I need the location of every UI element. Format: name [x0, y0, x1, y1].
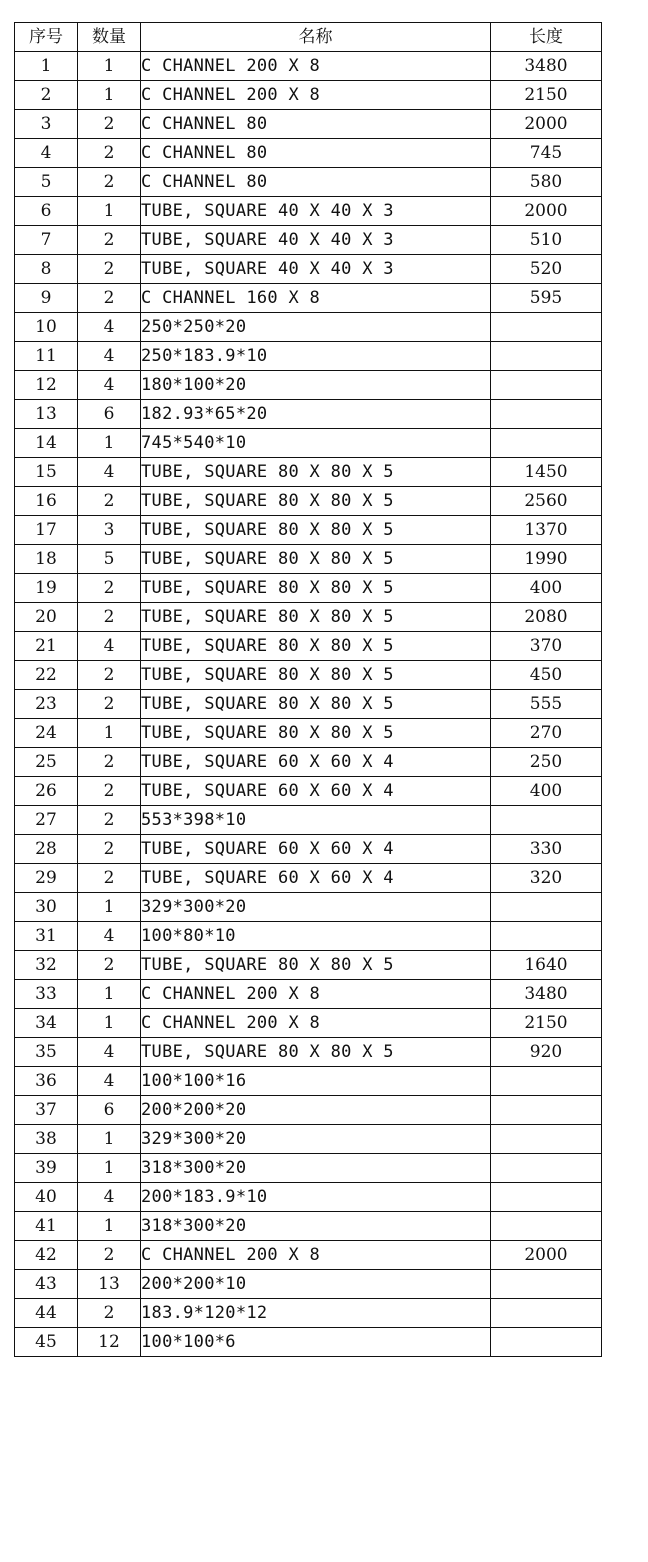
cell-length: 250	[491, 748, 602, 777]
cell-length	[491, 371, 602, 400]
cell-length: 1370	[491, 516, 602, 545]
cell-length: 2080	[491, 603, 602, 632]
table-row	[15, 922, 602, 951]
table-row	[15, 1067, 602, 1096]
cell-qty: 1	[78, 197, 141, 226]
table-row	[15, 1299, 602, 1328]
cell-length: 2150	[491, 81, 602, 110]
cell-no: 44	[15, 1299, 78, 1328]
cell-no: 1	[15, 52, 78, 81]
cell-no: 33	[15, 980, 78, 1009]
cell-qty: 1	[78, 52, 141, 81]
cell-name: TUBE, SQUARE 80 X 80 X 5	[141, 1038, 491, 1067]
cell-qty: 2	[78, 574, 141, 603]
header-length: 长度	[491, 23, 602, 52]
cell-no: 29	[15, 864, 78, 893]
cell-qty: 4	[78, 632, 141, 661]
table-row	[15, 313, 602, 342]
table-row	[15, 574, 602, 603]
table-row	[15, 777, 602, 806]
cell-name: TUBE, SQUARE 60 X 60 X 4	[141, 777, 491, 806]
cell-no: 41	[15, 1212, 78, 1241]
cell-qty: 4	[78, 922, 141, 951]
table-row	[15, 980, 602, 1009]
cell-qty: 4	[78, 371, 141, 400]
cell-length: 1640	[491, 951, 602, 980]
table-row	[15, 893, 602, 922]
cell-length: 330	[491, 835, 602, 864]
cell-length	[491, 313, 602, 342]
cell-qty: 2	[78, 951, 141, 980]
cell-qty: 12	[78, 1328, 141, 1357]
cell-qty: 2	[78, 661, 141, 690]
cell-length: 2000	[491, 110, 602, 139]
table-row	[15, 400, 602, 429]
cell-no: 45	[15, 1328, 78, 1357]
cell-length: 595	[491, 284, 602, 313]
table-row	[15, 719, 602, 748]
table-body	[15, 52, 602, 1357]
cell-no: 15	[15, 458, 78, 487]
cell-length: 1450	[491, 458, 602, 487]
cell-name: 329*300*20	[141, 1125, 491, 1154]
cell-name: TUBE, SQUARE 80 X 80 X 5	[141, 690, 491, 719]
table-row	[15, 487, 602, 516]
cell-qty: 2	[78, 690, 141, 719]
cell-name: C CHANNEL 200 X 8	[141, 81, 491, 110]
cell-no: 20	[15, 603, 78, 632]
cell-no: 12	[15, 371, 78, 400]
cell-name: 250*183.9*10	[141, 342, 491, 371]
cell-qty: 4	[78, 342, 141, 371]
cell-no: 11	[15, 342, 78, 371]
table-row	[15, 806, 602, 835]
cell-name: 329*300*20	[141, 893, 491, 922]
cell-qty: 1	[78, 893, 141, 922]
cell-qty: 2	[78, 139, 141, 168]
cell-qty: 4	[78, 313, 141, 342]
cell-qty: 1	[78, 1009, 141, 1038]
table-row	[15, 226, 602, 255]
cell-length	[491, 922, 602, 951]
cell-name: C CHANNEL 80	[141, 139, 491, 168]
cell-length: 2000	[491, 1241, 602, 1270]
cell-length	[491, 1212, 602, 1241]
table-row	[15, 951, 602, 980]
cell-no: 7	[15, 226, 78, 255]
cell-length	[491, 342, 602, 371]
cell-qty: 2	[78, 284, 141, 313]
table-row	[15, 110, 602, 139]
table-row	[15, 255, 602, 284]
table-row	[15, 168, 602, 197]
cell-length: 2560	[491, 487, 602, 516]
cell-length	[491, 1096, 602, 1125]
cell-no: 13	[15, 400, 78, 429]
cell-length	[491, 1183, 602, 1212]
cell-qty: 1	[78, 719, 141, 748]
cell-length: 1990	[491, 545, 602, 574]
cell-no: 21	[15, 632, 78, 661]
table-row	[15, 1270, 602, 1299]
cell-name: 200*200*20	[141, 1096, 491, 1125]
table-row	[15, 342, 602, 371]
table-row	[15, 429, 602, 458]
cell-qty: 2	[78, 168, 141, 197]
cell-name: 100*80*10	[141, 922, 491, 951]
cell-qty: 2	[78, 603, 141, 632]
cell-length: 2150	[491, 1009, 602, 1038]
cell-length: 920	[491, 1038, 602, 1067]
cell-no: 35	[15, 1038, 78, 1067]
cell-name: 318*300*20	[141, 1212, 491, 1241]
cell-name: 100*100*16	[141, 1067, 491, 1096]
cell-length: 400	[491, 574, 602, 603]
table-row	[15, 458, 602, 487]
table-row	[15, 1009, 602, 1038]
cell-name: 200*183.9*10	[141, 1183, 491, 1212]
cell-no: 26	[15, 777, 78, 806]
cell-no: 3	[15, 110, 78, 139]
cell-qty: 2	[78, 255, 141, 284]
cell-qty: 3	[78, 516, 141, 545]
cell-qty: 5	[78, 545, 141, 574]
cell-no: 42	[15, 1241, 78, 1270]
cell-qty: 1	[78, 81, 141, 110]
cell-no: 22	[15, 661, 78, 690]
cell-name: 100*100*6	[141, 1328, 491, 1357]
bom-table	[14, 22, 602, 1357]
cell-no: 19	[15, 574, 78, 603]
cell-no: 18	[15, 545, 78, 574]
cell-no: 9	[15, 284, 78, 313]
cell-name: C CHANNEL 200 X 8	[141, 1009, 491, 1038]
cell-qty: 2	[78, 1299, 141, 1328]
cell-length	[491, 429, 602, 458]
table-row	[15, 864, 602, 893]
cell-name: TUBE, SQUARE 60 X 60 X 4	[141, 864, 491, 893]
cell-no: 38	[15, 1125, 78, 1154]
cell-no: 31	[15, 922, 78, 951]
cell-qty: 4	[78, 1038, 141, 1067]
cell-length: 400	[491, 777, 602, 806]
table-row	[15, 1096, 602, 1125]
cell-no: 43	[15, 1270, 78, 1299]
cell-no: 14	[15, 429, 78, 458]
cell-qty: 1	[78, 1212, 141, 1241]
cell-name: 553*398*10	[141, 806, 491, 835]
cell-name: TUBE, SQUARE 40 X 40 X 3	[141, 255, 491, 284]
table-row	[15, 661, 602, 690]
cell-qty: 2	[78, 777, 141, 806]
cell-name: TUBE, SQUARE 80 X 80 X 5	[141, 719, 491, 748]
cell-no: 6	[15, 197, 78, 226]
cell-no: 28	[15, 835, 78, 864]
cell-no: 17	[15, 516, 78, 545]
cell-no: 2	[15, 81, 78, 110]
cell-no: 23	[15, 690, 78, 719]
cell-length	[491, 893, 602, 922]
cell-qty: 4	[78, 458, 141, 487]
cell-name: 183.9*120*12	[141, 1299, 491, 1328]
header-row	[15, 23, 602, 52]
cell-qty: 6	[78, 400, 141, 429]
cell-name: TUBE, SQUARE 80 X 80 X 5	[141, 574, 491, 603]
cell-name: 182.93*65*20	[141, 400, 491, 429]
cell-name: TUBE, SQUARE 40 X 40 X 3	[141, 226, 491, 255]
table-row	[15, 1328, 602, 1357]
cell-length	[491, 1125, 602, 1154]
table-row	[15, 1183, 602, 1212]
cell-no: 40	[15, 1183, 78, 1212]
cell-no: 8	[15, 255, 78, 284]
cell-name: TUBE, SQUARE 40 X 40 X 3	[141, 197, 491, 226]
table-row	[15, 1154, 602, 1183]
cell-length	[491, 1270, 602, 1299]
cell-qty: 2	[78, 226, 141, 255]
table-row	[15, 139, 602, 168]
cell-length	[491, 1154, 602, 1183]
cell-name: TUBE, SQUARE 80 X 80 X 5	[141, 487, 491, 516]
cell-length: 450	[491, 661, 602, 690]
cell-name: TUBE, SQUARE 60 X 60 X 4	[141, 835, 491, 864]
cell-qty: 1	[78, 1154, 141, 1183]
table-row	[15, 371, 602, 400]
cell-name: 200*200*10	[141, 1270, 491, 1299]
cell-qty: 2	[78, 806, 141, 835]
header-no: 序号	[15, 23, 78, 52]
table-row	[15, 545, 602, 574]
table-row	[15, 835, 602, 864]
cell-name: TUBE, SQUARE 80 X 80 X 5	[141, 951, 491, 980]
cell-length: 745	[491, 139, 602, 168]
table-row	[15, 1212, 602, 1241]
cell-name: 180*100*20	[141, 371, 491, 400]
cell-name: C CHANNEL 80	[141, 110, 491, 139]
cell-no: 25	[15, 748, 78, 777]
cell-name: TUBE, SQUARE 60 X 60 X 4	[141, 748, 491, 777]
cell-no: 36	[15, 1067, 78, 1096]
cell-qty: 2	[78, 748, 141, 777]
cell-length: 320	[491, 864, 602, 893]
cell-length	[491, 1299, 602, 1328]
cell-name: TUBE, SQUARE 80 X 80 X 5	[141, 458, 491, 487]
table-row	[15, 52, 602, 81]
table-row	[15, 1038, 602, 1067]
cell-qty: 1	[78, 980, 141, 1009]
cell-qty: 4	[78, 1067, 141, 1096]
cell-length	[491, 1067, 602, 1096]
cell-qty: 2	[78, 487, 141, 516]
cell-name: 318*300*20	[141, 1154, 491, 1183]
cell-length: 555	[491, 690, 602, 719]
table-row	[15, 284, 602, 313]
cell-length: 520	[491, 255, 602, 284]
header-name: 名称	[141, 23, 491, 52]
cell-name: 745*540*10	[141, 429, 491, 458]
cell-name: C CHANNEL 80	[141, 168, 491, 197]
cell-name: 250*250*20	[141, 313, 491, 342]
cell-qty: 2	[78, 1241, 141, 1270]
cell-qty: 1	[78, 429, 141, 458]
table-row	[15, 81, 602, 110]
cell-length: 2000	[491, 197, 602, 226]
cell-qty: 2	[78, 864, 141, 893]
table-row	[15, 1125, 602, 1154]
cell-no: 4	[15, 139, 78, 168]
cell-length: 3480	[491, 980, 602, 1009]
cell-length	[491, 1328, 602, 1357]
cell-length: 270	[491, 719, 602, 748]
cell-name: TUBE, SQUARE 80 X 80 X 5	[141, 603, 491, 632]
cell-name: TUBE, SQUARE 80 X 80 X 5	[141, 632, 491, 661]
cell-no: 10	[15, 313, 78, 342]
cell-qty: 6	[78, 1096, 141, 1125]
cell-qty: 4	[78, 1183, 141, 1212]
table-row	[15, 690, 602, 719]
cell-qty: 1	[78, 1125, 141, 1154]
cell-qty: 13	[78, 1270, 141, 1299]
cell-name: TUBE, SQUARE 80 X 80 X 5	[141, 661, 491, 690]
cell-no: 37	[15, 1096, 78, 1125]
header-qty: 数量	[78, 23, 141, 52]
table-row	[15, 632, 602, 661]
cell-no: 39	[15, 1154, 78, 1183]
cell-length	[491, 400, 602, 429]
cell-name: C CHANNEL 200 X 8	[141, 1241, 491, 1270]
cell-length: 580	[491, 168, 602, 197]
cell-name: TUBE, SQUARE 80 X 80 X 5	[141, 516, 491, 545]
cell-length: 3480	[491, 52, 602, 81]
cell-qty: 2	[78, 110, 141, 139]
cell-no: 16	[15, 487, 78, 516]
table-row	[15, 603, 602, 632]
cell-no: 24	[15, 719, 78, 748]
cell-name: TUBE, SQUARE 80 X 80 X 5	[141, 545, 491, 574]
table-row	[15, 516, 602, 545]
cell-name: C CHANNEL 200 X 8	[141, 980, 491, 1009]
cell-no: 5	[15, 168, 78, 197]
cell-name: C CHANNEL 200 X 8	[141, 52, 491, 81]
table-row	[15, 1241, 602, 1270]
cell-no: 32	[15, 951, 78, 980]
cell-no: 34	[15, 1009, 78, 1038]
cell-name: C CHANNEL 160 X 8	[141, 284, 491, 313]
cell-no: 27	[15, 806, 78, 835]
cell-length: 370	[491, 632, 602, 661]
table-row	[15, 748, 602, 777]
cell-qty: 2	[78, 835, 141, 864]
table-row	[15, 197, 602, 226]
cell-length: 510	[491, 226, 602, 255]
cell-length	[491, 806, 602, 835]
cell-no: 30	[15, 893, 78, 922]
